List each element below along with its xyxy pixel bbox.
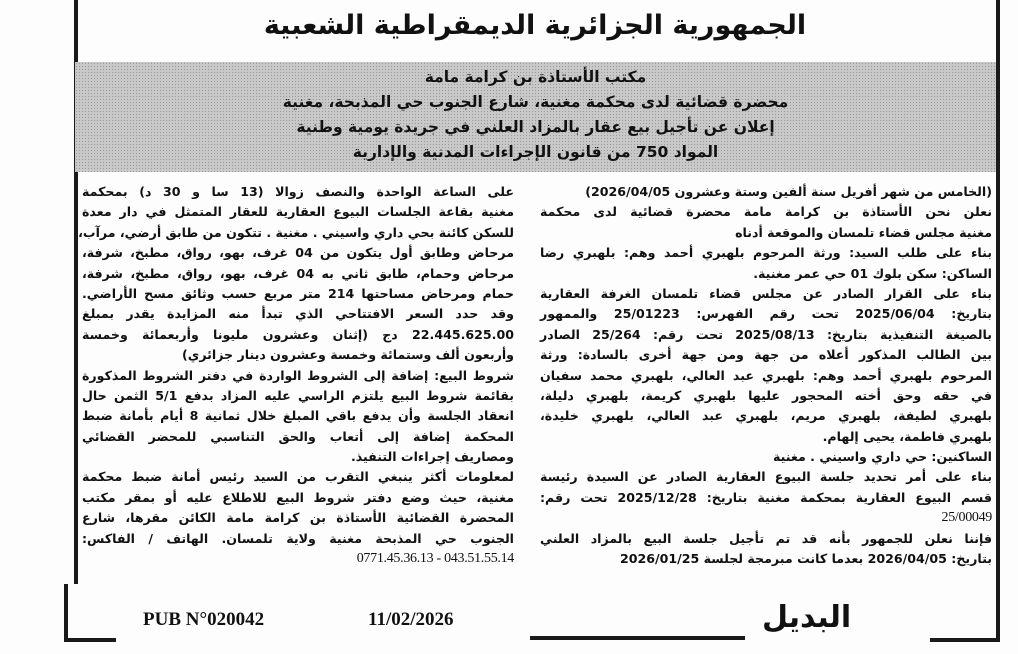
footer-left-corner (64, 584, 68, 642)
footer-left-rule (64, 638, 116, 642)
text-line: الساكنين: حي داري واسيني . مغنية (772, 449, 992, 465)
text-line: شروط البيع: إضافة إلى الشروط الواردة في دفتر الشروط المذكورة (82, 367, 514, 383)
text-line: المحكمة إضافة إلى أتعاب والحق التناسبي للمحضر القضائي (82, 428, 514, 444)
text-line: مرحاض وحمام، طابق ثاني به 04 غرف، بهو، رواق، مطبخ، شرفة، (82, 265, 514, 281)
text-line: على الساعة الواحدة والنصف زوالا (13 سا و 30 د) بمحكمة (82, 184, 514, 199)
office-name: مكتب الأستاذة بن كرامة مامة (424, 68, 647, 86)
frame-right-border (996, 0, 1000, 584)
text-line: مغنية بقاعة الجلسات البيوع العقارية للعقار المتمثل في دار معدة (82, 204, 514, 220)
right-text-column (540, 182, 992, 569)
text-line: مغنية، حيث وضع دفتر شروط البيع للاطلاع عليه أو بمقر مكتب (82, 489, 514, 505)
text-line: وأربعون ألف وستمائة وخمسة وعشرون دينار جزائري) (182, 347, 514, 363)
newspaper-logo: البديل (762, 600, 852, 635)
phone-fax-numbers: 043.51.55.14 - 0771.45.36.13 (356, 551, 514, 567)
text-line: في حقه وحق أخته المحجور عليها بلهبري كريمة، بلهبري دليلة، (540, 387, 992, 403)
text-line: مغنية مجلس قضاء تلمسان والموقعة أدناه (735, 224, 992, 240)
text-line: الساكن: سكن بلوك 01 حي عمر مغنية. (753, 265, 992, 281)
text-line: قسم البيوع العقارية بمحكمة مغنية بتاريخ: 2025/12/28 تحت رقم: (540, 489, 992, 505)
text-line: بين الطالب المذكور أعلاه من جهة ومن جهة أخرى بالسادة: ورثة (540, 347, 992, 363)
text-line: وقد حدد السعر الافتتاحي الذي تبدأ منه المزايدة يقدر بمبلغ (82, 306, 514, 322)
page-title: الجمهورية الجزائرية الديمقراطية الشعبية (263, 10, 807, 41)
text-line: بناء على أمر تحديد جلسة البيوع العقارية الصادر عن السيدة رئيسة (540, 469, 992, 485)
publication-number: PUB N°020042 (143, 609, 265, 630)
text-line: بلهبري لطيفة، بلهبري مريم، بلهبري عبد العالي، بلهبري خليدة، (540, 408, 992, 424)
text-line: 25/00049 (941, 510, 992, 526)
text-line: لمعلومات أكثر ينبغي التقرب من السيد رئيس أمانة ضبط محكمة (82, 469, 514, 485)
footer-middle-rule (530, 636, 745, 640)
text-line: الجنوب حي المذبحة مغنية ولاية تلمسان. الهاتف / الفاكس: (82, 530, 514, 546)
text-line: 22.445.625.00 دج (إثنان وعشرون مليونا وأربعمائة وخمسة (82, 326, 514, 342)
text-line: بلهبري فاطمة، يحيى إلهام. (822, 428, 992, 444)
text-line: المرحوم بلهبري أحمد وهم: بلهبري عبد العالي، بلهبري محمد سفيان (540, 367, 992, 383)
notice-subject: إعلان عن تأجيل بيع عقار بالمزاد العلني في جريدة يومية وطنية (296, 118, 775, 136)
text-line: ومصاريف إجراءات التنفيذ. (350, 449, 514, 465)
text-line: نعلن نحن الأستاذة بن كرامة مامة محضرة قضائية لدى محكمة (540, 204, 992, 220)
text-line: المحضرة القضائية الأستاذة بن كرامة مامة الكائن مقرها، شارع (82, 510, 514, 526)
notice-header-box (75, 62, 996, 172)
text-line: انعقاد الجلسة وأن يدفع باقي المبلغ خلال ثمانية 8 أيام بأمانة ضبط (82, 408, 514, 424)
text-line: (الخامس من شهر أفريل سنة ألفين وستة وعشرون 2026/04/05) (585, 184, 992, 199)
office-address: محضرة قضائية لدى محكمة مغنية، شارع الجنوب حي المذبحة، مغنية (282, 93, 789, 111)
text-line: فإننا نعلن للجمهور بأنه قد تم تأجيل جلسة البيع بالمزاد العلني (540, 530, 992, 546)
text-line: بالصيغة التنفيذية بتاريخ: 2025/08/13 تحت رقم: 25/264 الصادر (540, 326, 992, 342)
legal-reference: المواد 750 من قانون الإجراءات المدنية والإدارية (352, 143, 719, 161)
text-line: للسكن كائنة بحي داري واسيني . مغنية . تتكون من طابق أرضي، مرآب، (78, 224, 514, 240)
left-text-column (78, 182, 515, 569)
text-line: حمام ومرحاض مساحتها 214 متر مربع حسب وثائق مسح الأراضي. (82, 285, 514, 301)
text-line: بتاريخ: 2025/06/04 تحت رقم الفهرس: 25/01223 والممهور (540, 306, 992, 322)
footer-right-rule (930, 638, 1000, 642)
text-line: بتاريخ: 2026/04/05 بعدما كانت مبرمجة لجلسة 2026/01/25 (619, 551, 992, 567)
text-line: بناء على طلب السيد: ورثة المرحوم بلهبري أحمد وهم: بلهبري رضا (540, 245, 992, 261)
publication-date: 11/02/2026 (368, 609, 454, 630)
footer-right-corner (996, 584, 1000, 642)
text-line: بقائمة شروط البيع يلتزم الراسي عليه المزاد بدفع 5/1 الثمن حال (82, 387, 514, 403)
text-line: مرحاض وطابق أول يتكون من 04 غرف، بهو، رواق، مطبخ، شرفة، (82, 245, 515, 261)
text-line: بناء على القرار الصادر عن مجلس قضاء تلمسان الغرفة العقارية (540, 285, 992, 301)
